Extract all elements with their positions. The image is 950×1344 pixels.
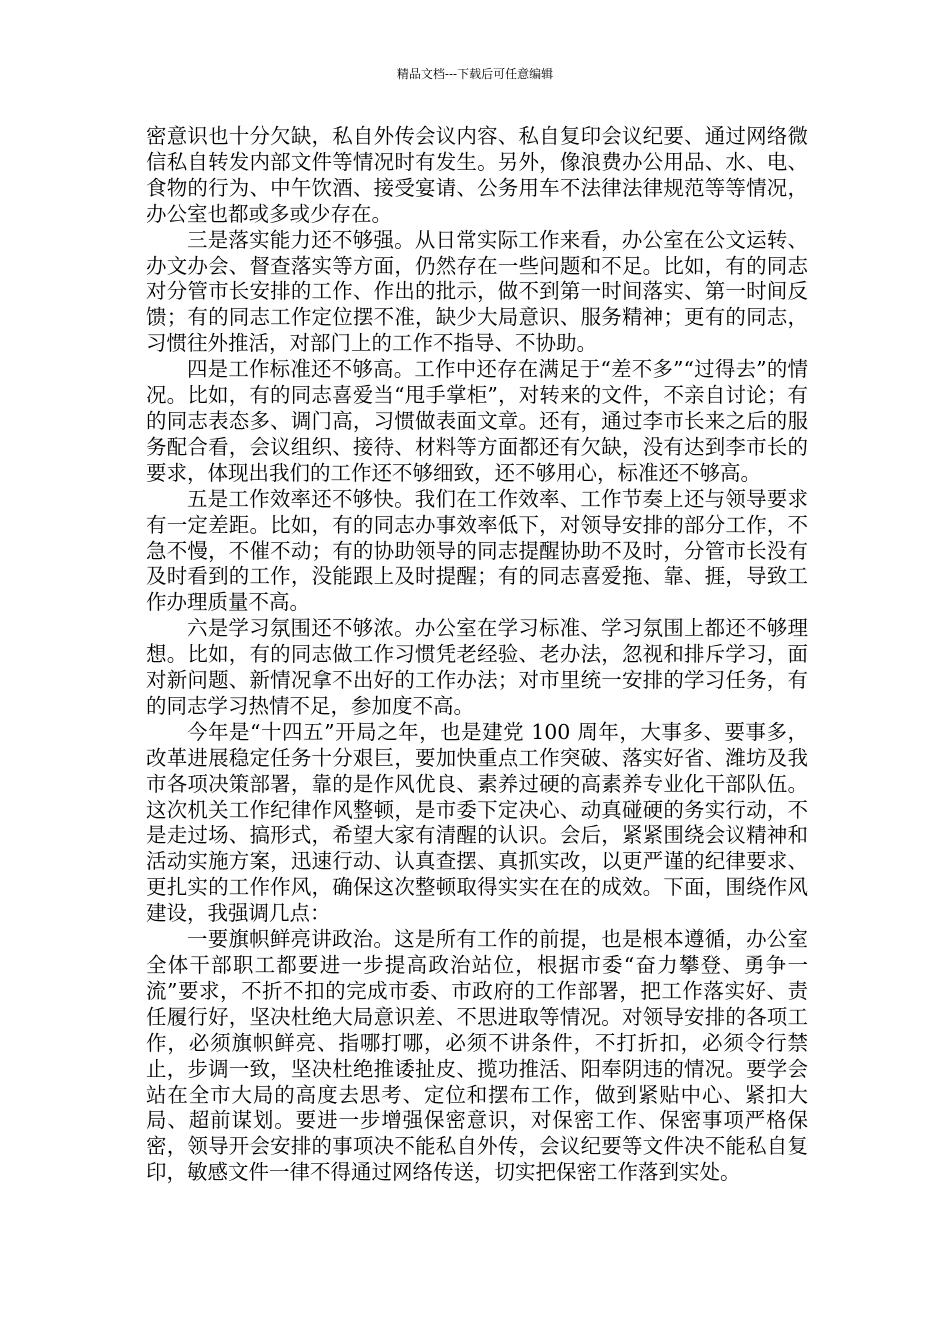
paragraph-this-year: 今年是“十四五”开局之年，也是建党 100 周年，大事多、要事多，改革进展稳定任务十分艰巨，要加快重点工作突破、落实好省、潍坊及我市各项决策部署，靠的是作风优良、素养过硬的高素养专业化干部队伍。这次机关工作纪律作风整顿，是市委下定决心、动真碰硬的务实行动，不是走过场、搞形式，希望大家有清醒的认识。会后，紧紧围绕会议精神和活动实施方案，迅速行动、认真查摆、真抓实改，以更严谨的纪律要求、更扎实的工作作风，确保这次整顿取得实实在在的成效。下面，围绕作风建设，我强调几点： <box>146 719 808 926</box>
paragraph-point-five: 五是工作效率还不够快。我们在工作效率、工作节奏上还与领导要求有一定差距。比如，有的同志办事效率低下，对领导安排的部分工作，不急不慢，不催不动；有的协助领导的同志提醒协助不及时，分管市长没有及时看到的工作，没能跟上及时提醒；有的同志喜爱拖、靠、捱，导致工作办理质量不高。 <box>146 486 808 615</box>
paragraph-point-three: 三是落实能力还不够强。从日常实际工作来看，办公室在公文运转、办文办会、督查落实等方面，仍然存在一些问题和不足。比如，有的同志对分管市长安排的工作、作出的批示，做不到第一时间落实、第一时间反馈；有的同志工作定位摆不准，缺少大局意识、服务精神；更有的同志，习惯往外推活，对部门上的工作不指导、不协助。 <box>146 227 808 356</box>
paragraph-requirement-one: 一要旗帜鲜亮讲政治。这是所有工作的前提，也是根本遵循，办公室全体干部职工都要进一步提高政治站位，根据市委“奋力攀登、勇争一流”要求，不折不扣的完成市委、市政府的工作部署，把工作落实好、责任履行好，坚决杜绝大局意识差、不思进取等情况。对领导安排的各项工作，必须旗帜鲜亮、指哪打哪，必须不讲条件，不打折扣，必须令行禁止，步调一致，坚决杜绝推诿扯皮、揽功推活、阳奉阴违的情况。要学会站在全市大局的高度去思考、定位和摆布工作，做到紧贴中心、紧扣大局、超前谋划。要进一步增强保密意识，对保密工作、保密事项严格保密，领导开会安排的事项决不能私自外传，会议纪要等文件决不能私自复印，敏感文件一律不得通过网络传送，切实把保密工作落到实处。 <box>146 927 808 1185</box>
paragraph-continuation: 密意识也十分欠缺，私自外传会议内容、私自复印会议纪要、通过网络微信私自转发内部文件等情况时有发生。另外，像浪费办公用品、水、电、食物的行为、中午饮酒、接受宴请、公务用车不法律法律规范等等情况，办公室也都或多或少存在。 <box>146 124 808 226</box>
paragraph-point-four: 四是工作标准还不够高。工作中还存在满足于“差不多”“过得去”的情况。比如，有的同志喜爱当“甩手掌柜”，对转来的文件，不亲自讨论；有的同志表态多、调门高，习惯做表面文章。还有，通过李市长来之后的服务配合看，会议组织、接待、材料等方面都还有欠缺，没有达到李市长的要求，体现出我们的工作还不够细致，还不够用心，标准还不够高。 <box>146 357 808 485</box>
page-header: 精品文档---下载后可任意编辑 <box>396 67 554 81</box>
paragraph-point-six: 六是学习氛围还不够浓。办公室在学习标准、学习氛围上都还不够理想。比如，有的同志做工作习惯凭老经验、老办法，忽视和排斥学习，面对新问题、新情况拿不出好的工作办法；对市里统一安排的学习任务，有的同志学习热情不足，参加度不高。 <box>146 616 808 718</box>
document-body <box>146 124 808 1186</box>
